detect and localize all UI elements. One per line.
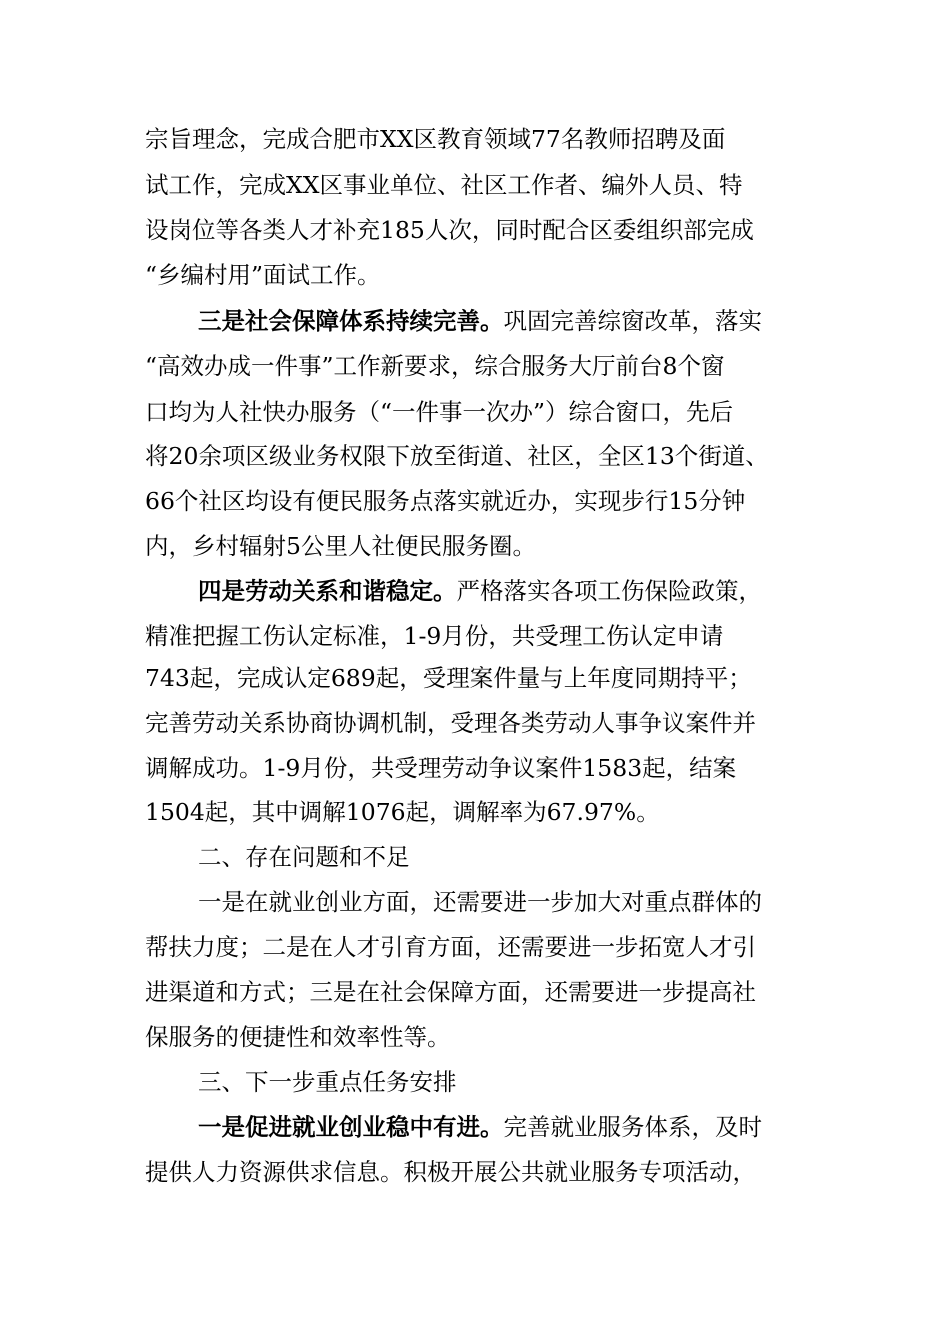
line-text: 精准把握工伤认定标准，1-9月份，共受理工伤认定申请 (145, 622, 724, 650)
paragraph-line (145, 708, 756, 738)
heading-text: 三、下一步重点任务安排 (198, 1068, 457, 1096)
paragraph-line (145, 663, 752, 693)
line-text: 完善劳动关系协商协调机制，受理各类劳动人事争议案件并 (145, 709, 756, 737)
section-heading (198, 842, 410, 872)
line-text: 宗旨理念，完成合肥市XX区教育领域77名教师招聘及面 (145, 125, 726, 153)
paragraph-first-line (198, 887, 762, 917)
paragraph-first-line (198, 1112, 762, 1142)
paragraph-line (145, 1157, 756, 1187)
line-text: 帮扶力度；二是在人才引育方面，还需要进一步拓宽人才引 (145, 933, 756, 961)
paragraph-line (145, 124, 725, 154)
line-text: 743起，完成认定689起，受理案件量与上年度同期持平； (145, 664, 752, 692)
line-text: 严格落实各项工伤保险政策， (456, 577, 762, 605)
line-text: 完善就业服务体系，及时 (503, 1113, 762, 1141)
line-text: 66个社区均设有便民服务点落实就近办，实现步行15分钟 (145, 487, 746, 515)
paragraph-line (145, 486, 745, 516)
line-text: 巩固完善综窗改革，落实 (503, 307, 762, 335)
line-text: “高效办成一件事”工作新要求，综合服务大厅前台8个窗 (145, 352, 725, 380)
line-text: 1504起，其中调解1076起，调解率为67.97%。 (145, 798, 660, 826)
paragraph-first-line (198, 576, 762, 606)
paragraph-line (145, 797, 660, 827)
line-text: 将20余项区级业务权限下放至街道、社区，全区13个街道、 (145, 442, 769, 470)
paragraph-line (145, 1022, 451, 1052)
line-text: 内，乡村辐射5公里人社便民服务圈。 (145, 532, 536, 560)
line-text: 试工作，完成XX区事业单位、社区工作者、编外人员、特 (145, 171, 743, 199)
paragraph-line (145, 441, 769, 471)
line-text: 设岗位等各类人才补充185人次，同时配合区委组织部完成 (145, 216, 754, 244)
paragraph-line (145, 977, 756, 1007)
line-text: 口均为人社快办服务（“一件事一次办”）综合窗口，先后 (145, 398, 734, 426)
line-text: 调解成功。1-9月份，共受理劳动争议案件1583起，结案 (145, 754, 737, 782)
paragraph-line (145, 215, 754, 245)
line-text: 进渠道和方式；三是在社会保障方面，还需要进一步提高社 (145, 978, 756, 1006)
heading-text: 二、存在问题和不足 (198, 843, 410, 871)
bold-lead-text: 三是社会保障体系持续完善。 (198, 307, 504, 335)
paragraph-line (145, 531, 536, 561)
paragraph-line (145, 260, 381, 290)
bold-lead-text: 四是劳动关系和谐稳定。 (198, 577, 457, 605)
paragraph-line (145, 932, 756, 962)
paragraph-line (145, 753, 736, 783)
line-text: 保服务的便捷性和效率性等。 (145, 1023, 451, 1051)
paragraph-line (145, 397, 733, 427)
paragraph-first-line (198, 306, 762, 336)
bold-lead-text: 一是促进就业创业稳中有进。 (198, 1113, 504, 1141)
paragraph-line (145, 621, 723, 651)
line-text: “乡编村用”面试工作。 (145, 261, 381, 289)
line-text: 一是在就业创业方面，还需要进一步加大对重点群体的 (198, 888, 762, 916)
paragraph-line (145, 351, 724, 381)
line-text: 提供人力资源供求信息。积极开展公共就业服务专项活动， (145, 1158, 756, 1186)
section-heading (198, 1067, 457, 1097)
paragraph-line (145, 170, 742, 200)
